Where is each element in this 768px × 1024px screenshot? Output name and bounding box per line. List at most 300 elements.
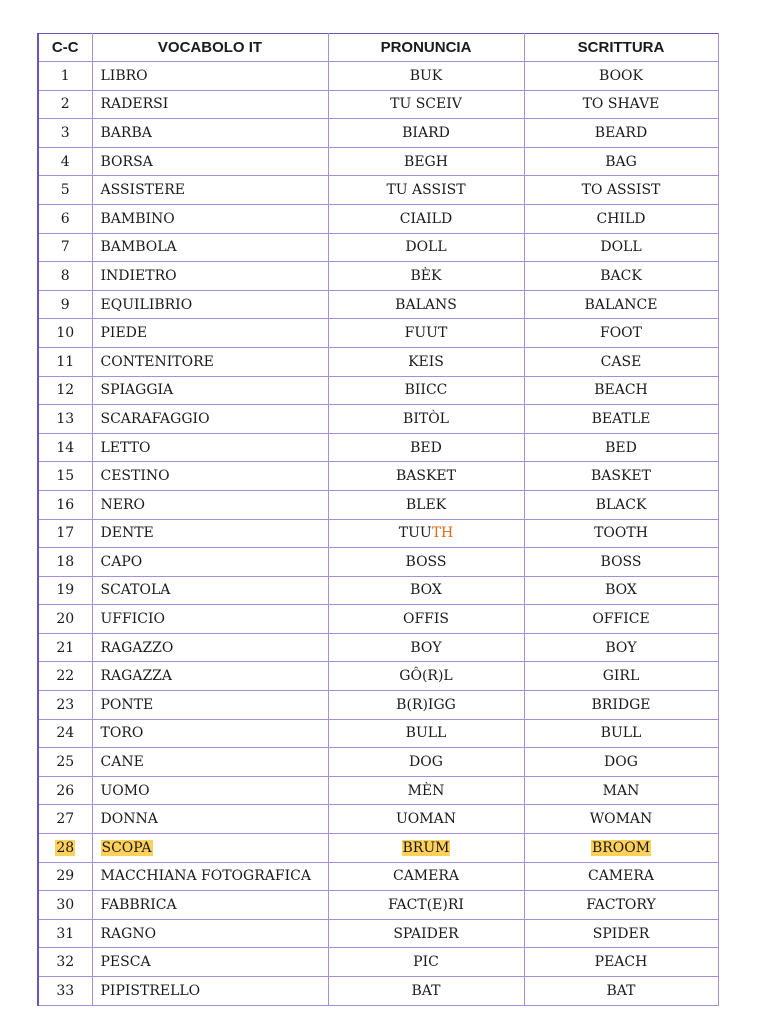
english-spelling: OFFICE [592,611,650,628]
italian-word: SPIAGGIA [100,382,174,399]
english-spelling: BEARD [594,124,648,141]
table-row [38,462,718,491]
italian-word: FABBRICA [100,897,177,914]
cell-italian-word [92,633,328,662]
cell-index [38,662,92,691]
italian-word: CANE [100,754,144,771]
cell-pronunciation [328,633,524,662]
english-spelling: CASE [600,353,642,370]
cell-pronunciation [328,90,524,119]
cell-index [38,633,92,662]
italian-word: PESCA [100,954,151,971]
cell-pronunciation [328,147,524,176]
english-spelling: BROOM [591,839,651,856]
cell-index [38,548,92,577]
cell-spelling [524,433,718,462]
header-row [38,34,718,62]
row-number: 23 [56,696,75,713]
cell-pronunciation [328,347,524,376]
pronunciation: BALANS [395,296,457,313]
italian-word: LETTO [100,439,151,456]
cell-italian-word [92,262,328,291]
pronunciation: BITÒL [403,410,449,427]
italian-word: BARBA [100,124,152,141]
row-number: 5 [60,182,70,199]
english-spelling: TO SHAVE [582,96,660,113]
english-spelling: BOOK [599,67,643,84]
english-spelling: FOOT [599,325,642,342]
english-spelling: PEACH [594,954,648,971]
cell-italian-word [92,919,328,948]
cell-italian-word [92,462,328,491]
cell-pronunciation [328,691,524,720]
cell-pronunciation [328,776,524,805]
english-spelling: BOSS [600,553,642,570]
cell-spelling [524,977,718,1006]
cell-italian-word [92,719,328,748]
table-row [38,262,718,291]
pronunciation: UOMAN [396,811,456,828]
cell-index [38,462,92,491]
pronunciation: BIICC [404,382,448,399]
cell-index [38,519,92,548]
cell-spelling [524,519,718,548]
cell-index [38,376,92,405]
italian-word: CESTINO [100,468,170,485]
italian-word: BORSA [100,153,153,170]
cell-spelling [524,119,718,148]
cell-italian-word [92,691,328,720]
pronunciation: FUUT [404,325,448,342]
cell-pronunciation [328,919,524,948]
row-number: 9 [60,296,70,313]
table-row [38,662,718,691]
english-spelling: FACTORY [586,897,656,914]
table-row [38,90,718,119]
english-spelling: DOLL [600,239,642,256]
cell-pronunciation [328,891,524,920]
cell-index [38,919,92,948]
pronunciation: BRUM [402,839,450,856]
cell-index [38,691,92,720]
english-spelling: BEATLE [591,410,651,427]
pronunciation-accent: TH [431,525,454,542]
cell-index [38,576,92,605]
english-spelling: BAT [606,982,636,999]
table-row [38,233,718,262]
header-spelling: SCRITTURA [524,34,718,62]
table-row [38,948,718,977]
italian-word: TORO [100,725,144,742]
header-index: C-C [38,34,92,62]
pronunciation: BAT [411,982,441,999]
cell-italian-word [92,147,328,176]
row-number: 32 [56,954,75,971]
cell-pronunciation [328,376,524,405]
table-row [38,405,718,434]
pronunciation: CAMERA [392,868,460,885]
italian-word: RAGNO [100,925,157,942]
cell-spelling [524,376,718,405]
pronunciation: BULL [405,725,447,742]
cell-italian-word [92,862,328,891]
row-number: 1 [60,67,70,84]
table-row [38,147,718,176]
italian-word: UOMO [100,782,150,799]
table-row [38,805,718,834]
cell-index [38,719,92,748]
cell-pronunciation [328,119,524,148]
cell-spelling [524,719,718,748]
cell-spelling [524,176,718,205]
cell-index [38,233,92,262]
cell-pronunciation [328,519,524,548]
pronunciation: BASKET [395,468,456,485]
pronunciation: BLEK [405,496,447,513]
row-number: 17 [56,525,75,542]
cell-index [38,262,92,291]
row-number: 8 [60,267,70,284]
cell-spelling [524,834,718,863]
cell-index [38,319,92,348]
english-spelling: BEACH [594,382,648,399]
row-number: 13 [56,410,75,427]
cell-spelling [524,490,718,519]
cell-index [38,62,92,91]
italian-word: RADERSI [100,96,169,113]
cell-italian-word [92,548,328,577]
cell-italian-word [92,576,328,605]
row-number: 30 [56,897,75,914]
cell-spelling [524,319,718,348]
cell-italian-word [92,119,328,148]
cell-index [38,834,92,863]
italian-word: MACCHIANA FOTOGRAFICA [100,868,311,885]
pronunciation: BED [410,439,442,456]
cell-index [38,490,92,519]
cell-index [38,433,92,462]
row-number: 29 [56,868,75,885]
table-row [38,891,718,920]
cell-pronunciation [328,748,524,777]
cell-italian-word [92,433,328,462]
cell-italian-word [92,519,328,548]
italian-word: SCARAFAGGIO [100,410,210,427]
cell-spelling [524,262,718,291]
table-row [38,62,718,91]
cell-italian-word [92,834,328,863]
pronunciation: SPAIDER [393,925,459,942]
cell-index [38,977,92,1006]
table-row [38,290,718,319]
italian-word: SCOPA [101,839,152,856]
pronunciation: GÔ(R)L [399,668,453,685]
cell-index [38,347,92,376]
cell-italian-word [92,490,328,519]
pronunciation-part: TUU [398,525,432,542]
table-row [38,176,718,205]
english-spelling: WOMAN [589,811,653,828]
vocabulary-table [37,33,719,1006]
cell-italian-word [92,290,328,319]
row-number: 16 [56,496,75,513]
table-row [38,519,718,548]
pronunciation: TU ASSIST [386,182,466,199]
table-row [38,633,718,662]
table-row [38,862,718,891]
cell-italian-word [92,948,328,977]
pronunciation: DOG [409,754,443,771]
cell-italian-word [92,176,328,205]
cell-pronunciation [328,548,524,577]
cell-spelling [524,862,718,891]
cell-index [38,204,92,233]
cell-index [38,776,92,805]
cell-index [38,119,92,148]
italian-word: CONTENITORE [100,353,214,370]
english-spelling: TO ASSIST [581,182,661,199]
cell-pronunciation [328,977,524,1006]
row-number: 10 [56,325,75,342]
row-number: 14 [56,439,75,456]
cell-index [38,605,92,634]
cell-index [38,748,92,777]
english-spelling: BULL [600,725,642,742]
english-spelling: BAG [605,153,637,170]
english-spelling: BED [605,439,637,456]
header-italian-word: VOCABOLO IT [92,34,328,62]
italian-word: PIEDE [100,325,148,342]
table-row [38,490,718,519]
pronunciation: DOLL [405,239,447,256]
italian-word: RAGAZZA [100,668,173,685]
cell-spelling [524,633,718,662]
cell-italian-word [92,405,328,434]
english-spelling: BOY [605,639,637,656]
english-spelling: BALANCE [584,296,658,313]
english-spelling: BLACK [595,496,647,513]
cell-italian-word [92,204,328,233]
cell-spelling [524,548,718,577]
english-spelling: MAN [602,782,640,799]
italian-word: DONNA [100,811,158,828]
cell-spelling [524,691,718,720]
table-row [38,605,718,634]
row-number: 11 [56,353,75,370]
cell-pronunciation [328,805,524,834]
cell-italian-word [92,233,328,262]
english-spelling: BACK [600,267,642,284]
english-spelling: BRIDGE [591,696,651,713]
italian-word: EQUILIBRIO [100,296,193,313]
cell-pronunciation [328,834,524,863]
english-spelling: BOX [605,582,637,599]
english-spelling: CAMERA [587,868,655,885]
cell-spelling [524,62,718,91]
cell-italian-word [92,347,328,376]
italian-word: CAPO [100,553,143,570]
english-spelling: DOG [604,754,638,771]
table-row [38,719,718,748]
row-number: 7 [60,239,70,256]
row-number: 28 [56,839,75,856]
cell-pronunciation [328,662,524,691]
cell-index [38,948,92,977]
table-body [38,62,718,1006]
cell-spelling [524,147,718,176]
italian-word: BAMBOLA [100,239,177,256]
row-number: 18 [56,553,75,570]
cell-index [38,891,92,920]
pronunciation: OFFIS [402,611,450,628]
table-row [38,376,718,405]
cell-italian-word [92,62,328,91]
row-number: 19 [56,582,75,599]
cell-spelling [524,576,718,605]
table-row [38,347,718,376]
row-number: 24 [56,725,75,742]
pronunciation: BUK [409,67,443,84]
pronunciation: PIC [413,954,439,971]
italian-word: DENTE [100,525,154,542]
table-row [38,433,718,462]
cell-pronunciation [328,605,524,634]
italian-word: ASSISTERE [100,182,185,199]
cell-spelling [524,204,718,233]
cell-spelling [524,90,718,119]
table-row [38,691,718,720]
cell-italian-word [92,977,328,1006]
cell-spelling [524,948,718,977]
pronunciation: BOSS [405,553,447,570]
pronunciation: BIARD [402,124,450,141]
row-number: 3 [60,124,70,141]
row-number: 15 [56,468,75,485]
cell-spelling [524,462,718,491]
cell-index [38,147,92,176]
table-row [38,576,718,605]
table-row [38,319,718,348]
pronunciation: BOY [410,639,442,656]
cell-italian-word [92,319,328,348]
table-row [38,548,718,577]
cell-index [38,805,92,834]
table-row [38,834,718,863]
cell-spelling [524,347,718,376]
italian-word: RAGAZZO [100,639,174,656]
cell-spelling [524,290,718,319]
italian-word: INDIETRO [100,267,177,284]
row-number: 4 [60,153,70,170]
italian-word: PONTE [100,696,154,713]
row-number: 25 [56,754,75,771]
cell-italian-word [92,891,328,920]
cell-index [38,405,92,434]
english-spelling: TOOTH [594,525,648,542]
pronunciation: MÈN [407,782,445,799]
row-number: 2 [60,96,70,113]
cell-spelling [524,662,718,691]
italian-word: LIBRO [100,67,148,84]
table-row [38,119,718,148]
cell-spelling [524,233,718,262]
cell-pronunciation [328,490,524,519]
cell-pronunciation [328,319,524,348]
cell-spelling [524,891,718,920]
cell-pronunciation [328,62,524,91]
pronunciation: KEIS [408,353,444,370]
cell-spelling [524,748,718,777]
cell-pronunciation [328,576,524,605]
table-row [38,776,718,805]
row-number: 27 [56,811,75,828]
english-spelling: GIRL [602,668,640,685]
cell-pronunciation [328,290,524,319]
row-number: 31 [56,925,75,942]
cell-spelling [524,605,718,634]
english-spelling: BASKET [590,468,651,485]
italian-word: BAMBINO [100,210,175,227]
pronunciation: TU SCEIV [390,96,462,113]
cell-pronunciation [328,433,524,462]
table-row [38,204,718,233]
pronunciation: CIAILD [399,210,453,227]
cell-index [38,862,92,891]
cell-italian-word [92,776,328,805]
cell-pronunciation [328,233,524,262]
pronunciation: BEGH [404,153,448,170]
italian-word: UFFICIO [100,611,165,628]
cell-index [38,90,92,119]
cell-spelling [524,405,718,434]
cell-pronunciation [328,176,524,205]
header-pronunciation: PRONUNCIA [328,34,524,62]
table-row [38,748,718,777]
cell-index [38,290,92,319]
cell-pronunciation [328,405,524,434]
row-number: 21 [56,639,75,656]
table-row [38,977,718,1006]
cell-spelling [524,805,718,834]
cell-index [38,176,92,205]
cell-italian-word [92,376,328,405]
row-number: 22 [56,668,75,685]
cell-spelling [524,776,718,805]
row-number: 33 [56,982,75,999]
cell-pronunciation [328,862,524,891]
cell-pronunciation [328,262,524,291]
cell-spelling [524,919,718,948]
cell-italian-word [92,748,328,777]
english-spelling: SPIDER [592,925,650,942]
cell-italian-word [92,662,328,691]
row-number: 26 [56,782,75,799]
english-spelling: CHILD [596,210,646,227]
cell-italian-word [92,605,328,634]
italian-word: SCATOLA [100,582,171,599]
cell-pronunciation [328,948,524,977]
pronunciation: FACT(E)RI [388,897,464,914]
cell-pronunciation [328,719,524,748]
cell-italian-word [92,805,328,834]
pronunciation [399,525,453,541]
cell-pronunciation [328,204,524,233]
row-number: 20 [56,611,75,628]
row-number: 6 [60,210,70,227]
table-row [38,919,718,948]
italian-word: NERO [100,496,145,513]
pronunciation: BÈK [410,267,442,284]
